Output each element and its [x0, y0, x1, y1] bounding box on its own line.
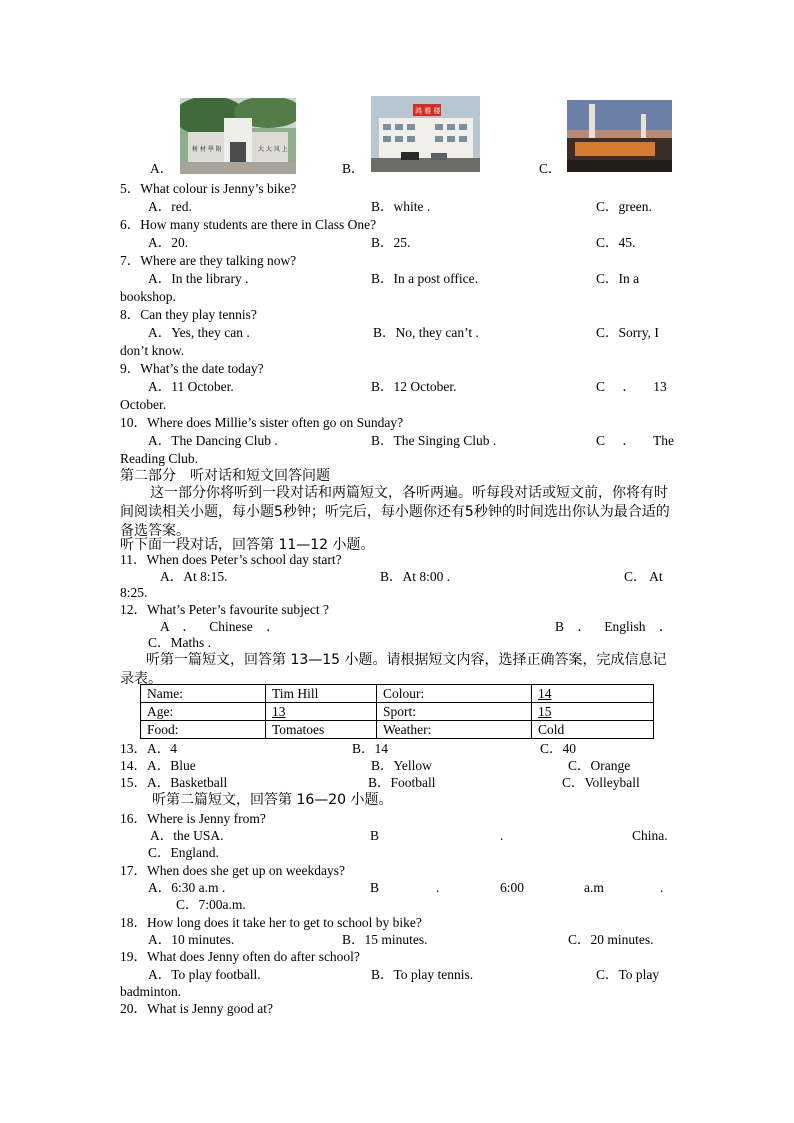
q14-option-b[interactable]: B．Yellow	[371, 758, 432, 773]
q4-option-c[interactable]: C．	[539, 161, 562, 176]
question-5-stem: 5．What colour is Jenny’s bike?	[120, 181, 297, 196]
question-8-continuation: don’t know.	[120, 343, 185, 358]
q7-option-b[interactable]: B．In a post office.	[371, 271, 478, 286]
svg-text:大 大 风 上: 大 大 风 上	[258, 146, 288, 153]
question-7-stem: 7．Where are they talking now?	[120, 253, 297, 268]
q4-option-a[interactable]: A．	[150, 161, 174, 176]
q11-option-c[interactable]: C． At	[624, 569, 663, 584]
q17-option-c[interactable]: C．7:00a.m.	[176, 897, 246, 912]
table-cell-blank: 13	[266, 703, 377, 721]
q7-option-a[interactable]: A．In the library .	[148, 271, 249, 286]
q10-option-c[interactable]: C ． The	[596, 433, 674, 448]
q7-option-c[interactable]: C．In a	[596, 271, 640, 286]
picture-option-b	[371, 96, 480, 172]
q16-option-b-dot: .	[500, 828, 504, 843]
question-11-continuation: 8:25.	[120, 585, 148, 600]
q17-option-b[interactable]: B	[370, 880, 380, 895]
q8-option-a[interactable]: A．Yes, they can .	[148, 325, 250, 340]
table-cell: Tomatoes	[266, 721, 377, 739]
question-19-continuation: badminton.	[120, 984, 182, 999]
q13-option-a[interactable]: 13．A．4	[120, 741, 177, 756]
question-18-stem: 18．How long does it take her to get to school by bike?	[120, 915, 422, 930]
q11-option-a[interactable]: A．At 8:15.	[160, 569, 228, 584]
q16-option-b[interactable]: B	[370, 828, 380, 843]
q11-option-b[interactable]: B．At 8:00 .	[380, 569, 451, 584]
q12-option-b[interactable]: B ． English ．	[555, 619, 673, 634]
dialogue-instruction: 听下面一段对话，回答第 11—12 小题。	[120, 537, 375, 553]
table-row	[141, 685, 654, 703]
q14-option-a[interactable]: 14．A．Blue	[120, 758, 196, 773]
q15-option-a[interactable]: 15．A．Basketball	[120, 775, 228, 790]
building-sign: 鸿 雅 楼	[415, 107, 441, 115]
q6-option-a[interactable]: A．20.	[148, 235, 189, 250]
q15-option-c[interactable]: C．Volleyball	[562, 775, 640, 790]
q13-option-b[interactable]: B．14	[352, 741, 389, 756]
table-cell-blank: 14	[532, 685, 654, 703]
passage-1-instruction: 听第一篇短文，回答第 13—15 小题。请根据短文内容，选择正确答案，完成信息记录表。	[120, 652, 667, 687]
q4-option-b[interactable]: B．	[342, 161, 365, 176]
q5-option-b[interactable]: B．white .	[371, 199, 431, 214]
picture-option-c	[567, 100, 672, 172]
q17-option-b-dot2: .	[660, 880, 664, 895]
q15-option-b[interactable]: B．Football	[368, 775, 436, 790]
q17-option-b-time[interactable]: 6:00	[500, 880, 525, 895]
passage-2-instruction: 听第二篇短文，回答第 16—20 小题。	[152, 792, 393, 808]
q19-option-c[interactable]: C．To play	[596, 967, 660, 982]
part-2-title: 第二部分 听对话和短文回答问题	[120, 468, 330, 484]
q10-option-b[interactable]: B．The Singing Club .	[371, 433, 497, 448]
table-cell: Name:	[141, 685, 266, 703]
q5-option-a[interactable]: A．red.	[148, 199, 192, 214]
q17-option-b-am: a.m	[584, 880, 604, 895]
svg-text:树 材 學 附: 树 材 學 附	[192, 146, 222, 153]
question-9-stem: 9．What’s the date today?	[120, 361, 264, 376]
table-cell: Weather:	[377, 721, 532, 739]
table-cell: Sport:	[377, 703, 532, 721]
q17-option-b-dot: .	[436, 880, 440, 895]
q5-option-c[interactable]: C．green.	[596, 199, 652, 214]
q9-option-c[interactable]: C ． 13	[596, 379, 667, 394]
question-6-stem: 6．How many students are there in Class One?	[120, 217, 377, 232]
q9-option-b[interactable]: B．12 October.	[371, 379, 457, 394]
question-16-stem: 16．Where is Jenny from?	[120, 811, 266, 826]
table-cell: Tim Hill	[266, 685, 377, 703]
q16-option-c[interactable]: C．England.	[148, 845, 219, 860]
question-19-stem: 19．What does Jenny often do after school?	[120, 949, 360, 964]
question-10-stem: 10．Where does Millie’s sister often go on Sunday?	[120, 415, 404, 430]
table-row	[141, 721, 654, 739]
q6-option-b[interactable]: B．25.	[371, 235, 411, 250]
q8-option-b[interactable]: B．No, they can’t .	[373, 325, 479, 340]
question-20-stem: 20．What is Jenny good at?	[120, 1001, 273, 1016]
picture-option-a	[180, 98, 296, 174]
q6-option-c[interactable]: C．45.	[596, 235, 636, 250]
q18-option-b[interactable]: B．15 minutes.	[342, 932, 428, 947]
table-cell: Colour:	[377, 685, 532, 703]
q14-option-c[interactable]: C．Orange	[568, 758, 631, 773]
info-record-table	[140, 684, 654, 739]
q10-option-a[interactable]: A．The Dancing Club .	[148, 433, 278, 448]
table-cell: Age:	[141, 703, 266, 721]
q12-option-a[interactable]: A ． Chinese ．	[160, 619, 280, 634]
q8-option-c[interactable]: C．Sorry, I	[596, 325, 659, 340]
q18-option-c[interactable]: C．20 minutes.	[568, 932, 654, 947]
q13-option-c[interactable]: C．40	[540, 741, 577, 756]
part-2-instructions: 这一部分你将听到一段对话和两篇短文，各听两遍。听每段对话或短文前，你将有时间阅读相关小题，每小题5秒钟；听完后，每小题你还有5秒钟的时间选出你认为最合适的备选答案。	[120, 485, 670, 539]
q12-option-c[interactable]: C．Maths .	[148, 635, 212, 650]
q18-option-a[interactable]: A．10 minutes.	[148, 932, 235, 947]
q17-option-a[interactable]: A．6:30 a.m .	[148, 880, 226, 895]
q9-option-a[interactable]: A．11 October.	[148, 379, 234, 394]
q16-option-b-text[interactable]: China.	[632, 828, 668, 843]
q16-option-a[interactable]: A．the USA.	[150, 828, 224, 843]
question-12-stem: 12．What’s Peter’s favourite subject ?	[120, 602, 329, 617]
table-cell: Cold	[532, 721, 654, 739]
question-8-stem: 8．Can they play tennis?	[120, 307, 257, 322]
question-7-continuation: bookshop.	[120, 289, 176, 304]
q19-option-b[interactable]: B．To play tennis.	[371, 967, 474, 982]
question-17-stem: 17．When does she get up on weekdays?	[120, 863, 345, 878]
table-cell: Food:	[141, 721, 266, 739]
table-row	[141, 703, 654, 721]
question-9-continuation: October.	[120, 397, 167, 412]
table-cell-blank: 15	[532, 703, 654, 721]
q19-option-a[interactable]: A．To play football.	[148, 967, 261, 982]
question-11-stem: 11．When does Peter’s school day start?	[120, 552, 342, 567]
question-10-continuation: Reading Club.	[120, 451, 198, 466]
